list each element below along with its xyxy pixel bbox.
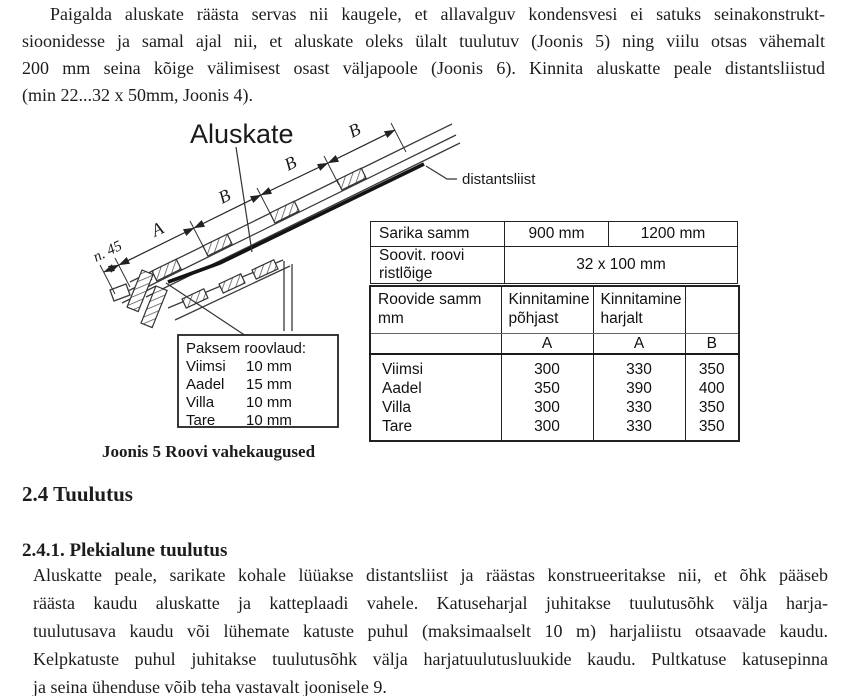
table-cell: 330: [593, 398, 685, 417]
table-cell: Roovide samm mm: [370, 286, 501, 334]
sarika-samm-table: [370, 221, 738, 284]
table-cell: Aadel: [382, 380, 422, 397]
table-cell: 300: [501, 417, 593, 441]
box-row-value: 15 mm: [246, 376, 292, 393]
box-row-value: 10 mm: [246, 412, 292, 429]
table-row: [370, 354, 739, 379]
table-row: [370, 379, 739, 398]
paksem-roovlaud-box: [178, 335, 338, 429]
table-cell: [370, 334, 501, 355]
box-row-value: 10 mm: [246, 394, 292, 411]
table-cell: 330: [593, 417, 685, 441]
table-row: [370, 417, 739, 441]
figure-caption: Joonis 5 Roovi vahekaugused: [102, 442, 316, 461]
box-row-name: Aadel: [186, 376, 225, 393]
table-cell: 350: [501, 379, 593, 398]
aluskate-label: Aluskate: [190, 119, 294, 149]
table-cell: Viimsi: [382, 361, 424, 378]
table-subheader-row: [370, 334, 739, 355]
table-cell: 350: [685, 417, 739, 441]
paragraph-line: räästa kaudu aluskatte ja katteplaadi vahele. Katuseharjal juhitakse tuulutusõhk välja harja-: [33, 593, 828, 613]
dim-b-label: B: [214, 184, 234, 208]
dim-b-label: B: [280, 151, 300, 175]
table-row: [371, 222, 738, 247]
table-cell: 330: [593, 354, 685, 379]
box-row-name: Villa: [186, 394, 215, 411]
table-cell: 350: [685, 354, 739, 379]
table-cell: A: [501, 334, 593, 355]
table-cell: 32 x 100 mm: [505, 247, 738, 284]
paragraph-line: tuulutusava kaudu või lühemate katuste puhul (maksimaalselt 10 m) harjaliistu otsaavade kaudu.: [33, 621, 828, 641]
section-heading: 2.4 Tuulutus: [22, 482, 133, 506]
table-cell: 400: [685, 379, 739, 398]
paragraph-line: Paigalda aluskate räästa servas nii kaugele, et allavalguv kondensvesi ei satuks seinakonstrukt-: [50, 4, 825, 24]
box-title: Paksem roovlaud:: [186, 340, 307, 357]
table-cell: 900 mm: [505, 222, 609, 247]
table-row: [371, 247, 738, 284]
dim-a-label: A: [147, 217, 167, 241]
dim-b-label: B: [344, 118, 364, 142]
box-row-name: Viimsi: [186, 358, 226, 375]
table-cell: Kinnitamine põhjast: [501, 286, 593, 334]
paragraph-line: Kelpkatuste puhul juhitakse tuulutusõhk välja harjatuulutusluukide kaudu. Pultkatuse katusepinna: [33, 649, 828, 669]
box-row-value: 10 mm: [246, 358, 292, 375]
paragraph-line: (min 22...32 x 50mm, Joonis 4).: [22, 85, 254, 105]
box-row-name: Tare: [186, 412, 216, 429]
subsection-heading: 2.4.1. Plekialune tuulutus: [22, 540, 228, 561]
table-cell: [685, 286, 739, 334]
distantsliist-label: distantsliist: [462, 171, 536, 188]
table-cell: Kinnitamine harjalt: [593, 286, 685, 334]
paragraph-line: Aluskatte peale, sarikate kohale lüüakse distantsliist ja räästas konstrueeritakse nii, et õhk pääseb: [33, 565, 828, 585]
table-cell: B: [685, 334, 739, 355]
paragraph-line: ja seina ühenduse võib teha vastavalt joonisele 9.: [33, 677, 387, 696]
table-cell: 350: [685, 398, 739, 417]
paragraph-line: 200 mm seina kõige välimisest osast väljapoole (Joonis 6). Kinnita aluskatte peale distantsliistud: [22, 58, 825, 78]
tuulutus-paragraph: [33, 561, 828, 696]
table-cell: Tare: [382, 418, 413, 435]
table-cell: 1200 mm: [609, 222, 738, 247]
table-cell: 390: [593, 379, 685, 398]
dim-n45-label: n. 45: [90, 238, 125, 266]
paragraph-line: sioonidesse ja samal ajal nii, et aluskate oleks ülalt tuulutuv (Joonis 5) ning viilu otsas vähemalt: [22, 31, 825, 51]
roovide-samm-table: [369, 285, 740, 442]
table-cell: Soovit. roovi ristlõige: [371, 247, 505, 284]
eave-step: [110, 284, 130, 301]
table-header-row: [370, 286, 739, 334]
table-cell: A: [593, 334, 685, 355]
table-cell: Sarika samm: [371, 222, 505, 247]
table-cell: 300: [501, 398, 593, 417]
table-cell: 300: [501, 354, 593, 379]
table-row: [370, 398, 739, 417]
table-cell: Villa: [382, 399, 412, 416]
